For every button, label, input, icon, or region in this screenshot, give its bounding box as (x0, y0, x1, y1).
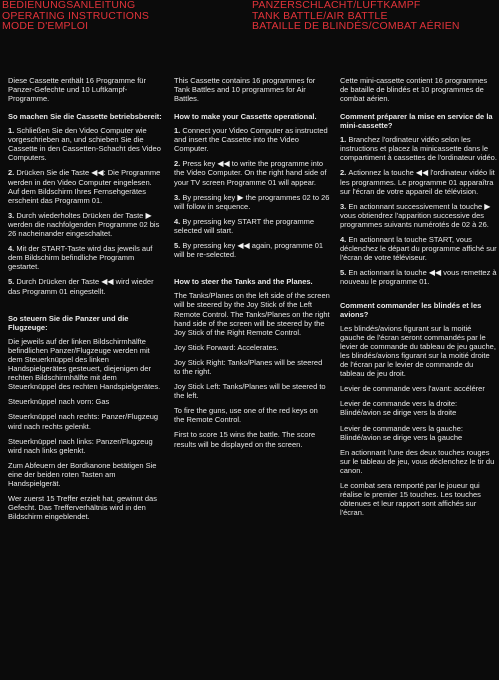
de-intro: Diese Cassette enthält 16 Programme für Panzer-Gefechte und 10 Luftkampf-Programme. (8, 76, 146, 104)
en-intro: This Cassette contains 16 programmes for Tank Battles and 10 programmes for Air Battles. (174, 76, 316, 104)
en-step-4: 4. By pressing key START the programme selected will start. (174, 216, 315, 235)
header-right-line-2: TANK BATTLE/AIR BATTLE (252, 9, 388, 22)
fr-steer-p4: Levier de commande vers la gauche: Blindé/avion se dirige vers la gauche (340, 423, 463, 442)
en-step-3-text-a: By pressing key (182, 192, 236, 202)
en-steer-p3: Joy Stick Right: Tanks/Planes will be steered to the right. (174, 357, 323, 376)
english-column (174, 76, 330, 455)
fr-step-3: 3. En actionnant successivement la touche ▶ vous obtiendrez l'apparition successive des programmes suivants numérotés de 02 à 26. (340, 201, 491, 229)
de-steer-heading: So steuern Sie die Panzer und die Flugzeuge: (8, 313, 129, 332)
header-left-line-1: BEDIENUNGSANLEITUNG (2, 0, 136, 11)
en-step-3-text-b: the programmes 02 to 26 will follow in sequence. (174, 192, 330, 211)
de-step-3: 3. Durch wiederholtes Drücken der Taste ▶ werden die nachfolgenden Programme 02 bis 26 nacheinander eingeschaltet. (8, 210, 160, 239)
play-arrow-icon: ▶ (484, 201, 491, 211)
de-step-4-text: Mit der START-Taste wird das jeweils auf dem Bildschirm befindliche Programm gestartet. (8, 244, 153, 272)
de-steer-p4: Steuerknüppel nach links: Panzer/Flugzeug wird nach links gelenkt. (8, 436, 153, 455)
german-column (8, 76, 162, 527)
header-right (252, 0, 460, 32)
rewind-double-arrow-icon: ◀◀ (237, 241, 250, 251)
play-arrow-icon: ▶ (237, 192, 244, 202)
en-step-5-text-b: again, programme 01 will be re-selected. (174, 241, 324, 260)
de-step-2: 2. Drücken Sie die Taste ◀◀: Die Programme werden in den Video Computer eingelesen. Auf dem Bildschirm Ihres Fernsehgerätes erscheint das Programm 01. (8, 168, 161, 205)
de-step-4: 4. Mit der START-Taste wird das jeweils auf dem Bildschirm befindliche Programm gestartet. (8, 244, 153, 272)
fr-setup-heading: Comment préparer la mise en service de la mini-cassette? (340, 112, 493, 131)
de-step-2-text-b: : Die Programme werden in den Video Computer eingelesen. Auf dem Bildschirm Ihres Fernsehgerätes erscheint das Programm 01. (8, 168, 161, 205)
de-step-1-text: Schließen Sie den Video Computer wie vorgeschrieben an, und schieben Sie die Cassette in den Cassetten-Schacht des Video Computers. (8, 126, 161, 163)
en-step-1: 1. Connect your Video Computer as instructed and insert the Cassette into the Video Computer. (174, 126, 328, 154)
en-setup-heading: How to make your Cassette operational. (174, 112, 317, 121)
fr-steer-p5: En actionnant l'une des deux touches rouges sur le tableau de jeu, vous déclenchez le tir du canon. (340, 447, 495, 475)
fr-step-4-text: En actionnant la touche START, vous déclenchez le départ du programme affiché sur l'écran de votre téléviseur. (340, 235, 497, 263)
rewind-double-arrow-icon: ◀◀ (91, 168, 104, 178)
header-right-line-3: BATAILLE DE BLINDÉS/COMBAT AÉRIEN (252, 20, 460, 32)
en-step-4-text: By pressing key START the programme selected will start. (174, 216, 315, 235)
de-steer-p3: Steuerknüppel nach rechts: Panzer/Flugzeug wird nach rechts gelenkt. (8, 412, 159, 431)
de-step-2-text-a: Drücken Sie die Taste (16, 168, 90, 178)
fr-step-5-text-a: En actionnant la touche (348, 268, 427, 278)
play-arrow-icon: ▶ (145, 210, 152, 220)
en-steer-p2: Joy Stick Forward: Accelerates. (174, 342, 279, 352)
fr-step-3-text-b: vous obtiendrez l'apparition successive des programmes suivants numérotés de 02 à 26. (340, 210, 489, 229)
french-column (340, 76, 497, 523)
en-step-2: 2. Press key ◀◀ to write the programme into the Video Computer. On the right hand side of your TV screen Programme 01 will appear. (174, 159, 327, 187)
rewind-double-arrow-icon: ◀◀ (415, 168, 429, 178)
en-step-2-text-b: to write the programme into the Video Computer. On the right hand side of your TV screen Programme 01 will appear. (174, 159, 327, 187)
en-steer-p1: The Tanks/Planes on the left side of the screen will be steered by the Joy Stick of the Left Remote Control. The Tanks/Planes on the right hand side of the screen will be steered by the Joy Stick of the Right Remote Control. (174, 291, 330, 337)
en-steer-heading: How to steer the Tanks and the Planes. (174, 277, 313, 287)
fr-step-3-text-a: En actionnant successivement la touche (348, 201, 483, 211)
fr-step-1: 1. Branchez l'ordinateur vidéo selon les instructions et placez la minicassette dans le compartiment à cassettes de l'ordinateur vidéo. (340, 135, 497, 163)
en-steer-p4: Joy Stick Left: Tanks/Planes will be steered to the left. (174, 382, 326, 401)
fr-step-2: 2. Actionnez la touche ◀◀ l'ordinateur vidéo lit les programmes. Le programme 01 apparaîtra sur l'écran de votre appareil de télévision. (340, 168, 495, 196)
fr-step-2-text-b: l'ordinateur vidéo lit les programmes. Le programme 01 apparaîtra sur l'écran de votre appareil de télévision. (340, 168, 495, 196)
fr-step-5: 5. En actionnant la touche ◀◀ vous remettez à nouveau le programme 01. (340, 268, 497, 287)
rewind-double-arrow-icon: ◀◀ (428, 268, 442, 278)
header-left-line-3: MODE D'EMPLOI (2, 20, 89, 32)
rewind-double-arrow-icon: ◀◀ (101, 277, 114, 287)
de-step-1: 1. Schließen Sie den Video Computer wie vorgeschrieben an, und schieben Sie die Cassette in den Cassetten-Schacht des Video Computers. (8, 126, 161, 163)
en-steer-p6: First to score 15 wins the battle. The score results will be displayed on the screen. (174, 430, 316, 449)
fr-step-5-text-b: vous remettez à nouveau le programme 01. (340, 268, 497, 287)
fr-step-4: 4. En actionnant la touche START, vous déclenchez le départ du programme affiché sur l'écran de votre téléviseur. (340, 235, 497, 263)
en-step-2-text-a: Press key (182, 159, 216, 169)
header-left-line-2: OPERATING INSTRUCTIONS (2, 9, 150, 22)
de-steer-p5: Zum Abfeuern der Bordkanone betätigen Sie eine der beiden roten Tasten am Handspielgerät. (8, 460, 157, 488)
fr-steer-heading: Comment commander les blindés et les avions? (340, 300, 482, 319)
de-steer-p2: Steuerknüppel nach vorn: Gas (8, 397, 110, 407)
en-step-3: 3. By pressing key ▶ the programmes 02 to 26 will follow in sequence. (174, 192, 330, 211)
en-step-1-text: Connect your Video Computer as instructed and insert the Cassette into the Video Computer. (174, 126, 328, 154)
de-step-3-text-b: werden die nachfolgenden Programme 02 bis 26 nacheinander eingeschaltet. (8, 219, 160, 239)
de-step-3-text-a: Durch wiederholtes Drücken der Taste (16, 210, 144, 220)
en-steer-p5: To fire the guns, use one of the red keys on the Remote Control. (174, 406, 318, 425)
en-step-5: 5. By pressing key ◀◀ again, programme 01 will be re-selected. (174, 241, 324, 260)
de-step-5: 5. Durch Drücken der Taste ◀◀ wird wieder das Programm 01 eingestellt. (8, 277, 154, 296)
fr-steer-p1: Les blindés/avions figurant sur la moitié gauche de l'écran seront commandés par le levier de commande du tableau de jeu gauche, les blindés/avions figurant sur la moitié droite de l'écran par le levier de commande du tableau de jeu droit. (340, 323, 496, 379)
de-step-5-text-a: Durch Drücken der Taste (16, 277, 100, 287)
fr-step-1-text: Branchez l'ordinateur vidéo selon les instructions et placez la minicassette dans le compartiment à cassettes de l'ordinateur vidéo. (340, 135, 497, 163)
fr-step-2-text-a: Actionnez la touche (348, 168, 414, 178)
de-steer-p1: Die jeweils auf der linken Bildschirmhälfte befindlichen Panzer/Flugzeuge werden mit dem Steuerknüppel des linken Handspielgerätes gesteuert, diejenigen der rechten Bildschirmhälfte mit dem Steuerknüppel des rechten Handspielgerätes. (8, 336, 161, 392)
fr-intro: Cette mini-cassette contient 16 programmes de bataille de blindés et 10 programmes de combat aérien. (340, 76, 488, 104)
de-steer-p6: Wer zuerst 15 Treffer erzielt hat, gewinnt das Gefecht. Das Trefferverhältnis wird in den Bildschirm eingeblendet. (8, 494, 157, 522)
de-setup-heading: So machen Sie die Cassette betriebsbereit: (8, 112, 162, 121)
fr-steer-p6: Le combat sera remporté par le joueur qui réalise le premier 15 touches. Les touches obtenues et leur rapport sont affichés sur l'écran. (340, 481, 481, 518)
rewind-double-arrow-icon: ◀◀ (217, 159, 230, 169)
fr-steer-p2: Levier de commande vers l'avant: accélérer (340, 384, 485, 394)
en-step-5-text-a: By pressing key (182, 241, 236, 251)
de-step-5-text-b: wird wieder das Programm 01 eingestellt. (8, 277, 154, 296)
header-left (2, 0, 149, 32)
header-right-line-1: PANZERSCHLACHT/LUFTKAMPF (252, 0, 421, 11)
fr-steer-p3: Levier de commande vers la droite: Blindé/avion se dirige vers la droite (340, 399, 458, 418)
